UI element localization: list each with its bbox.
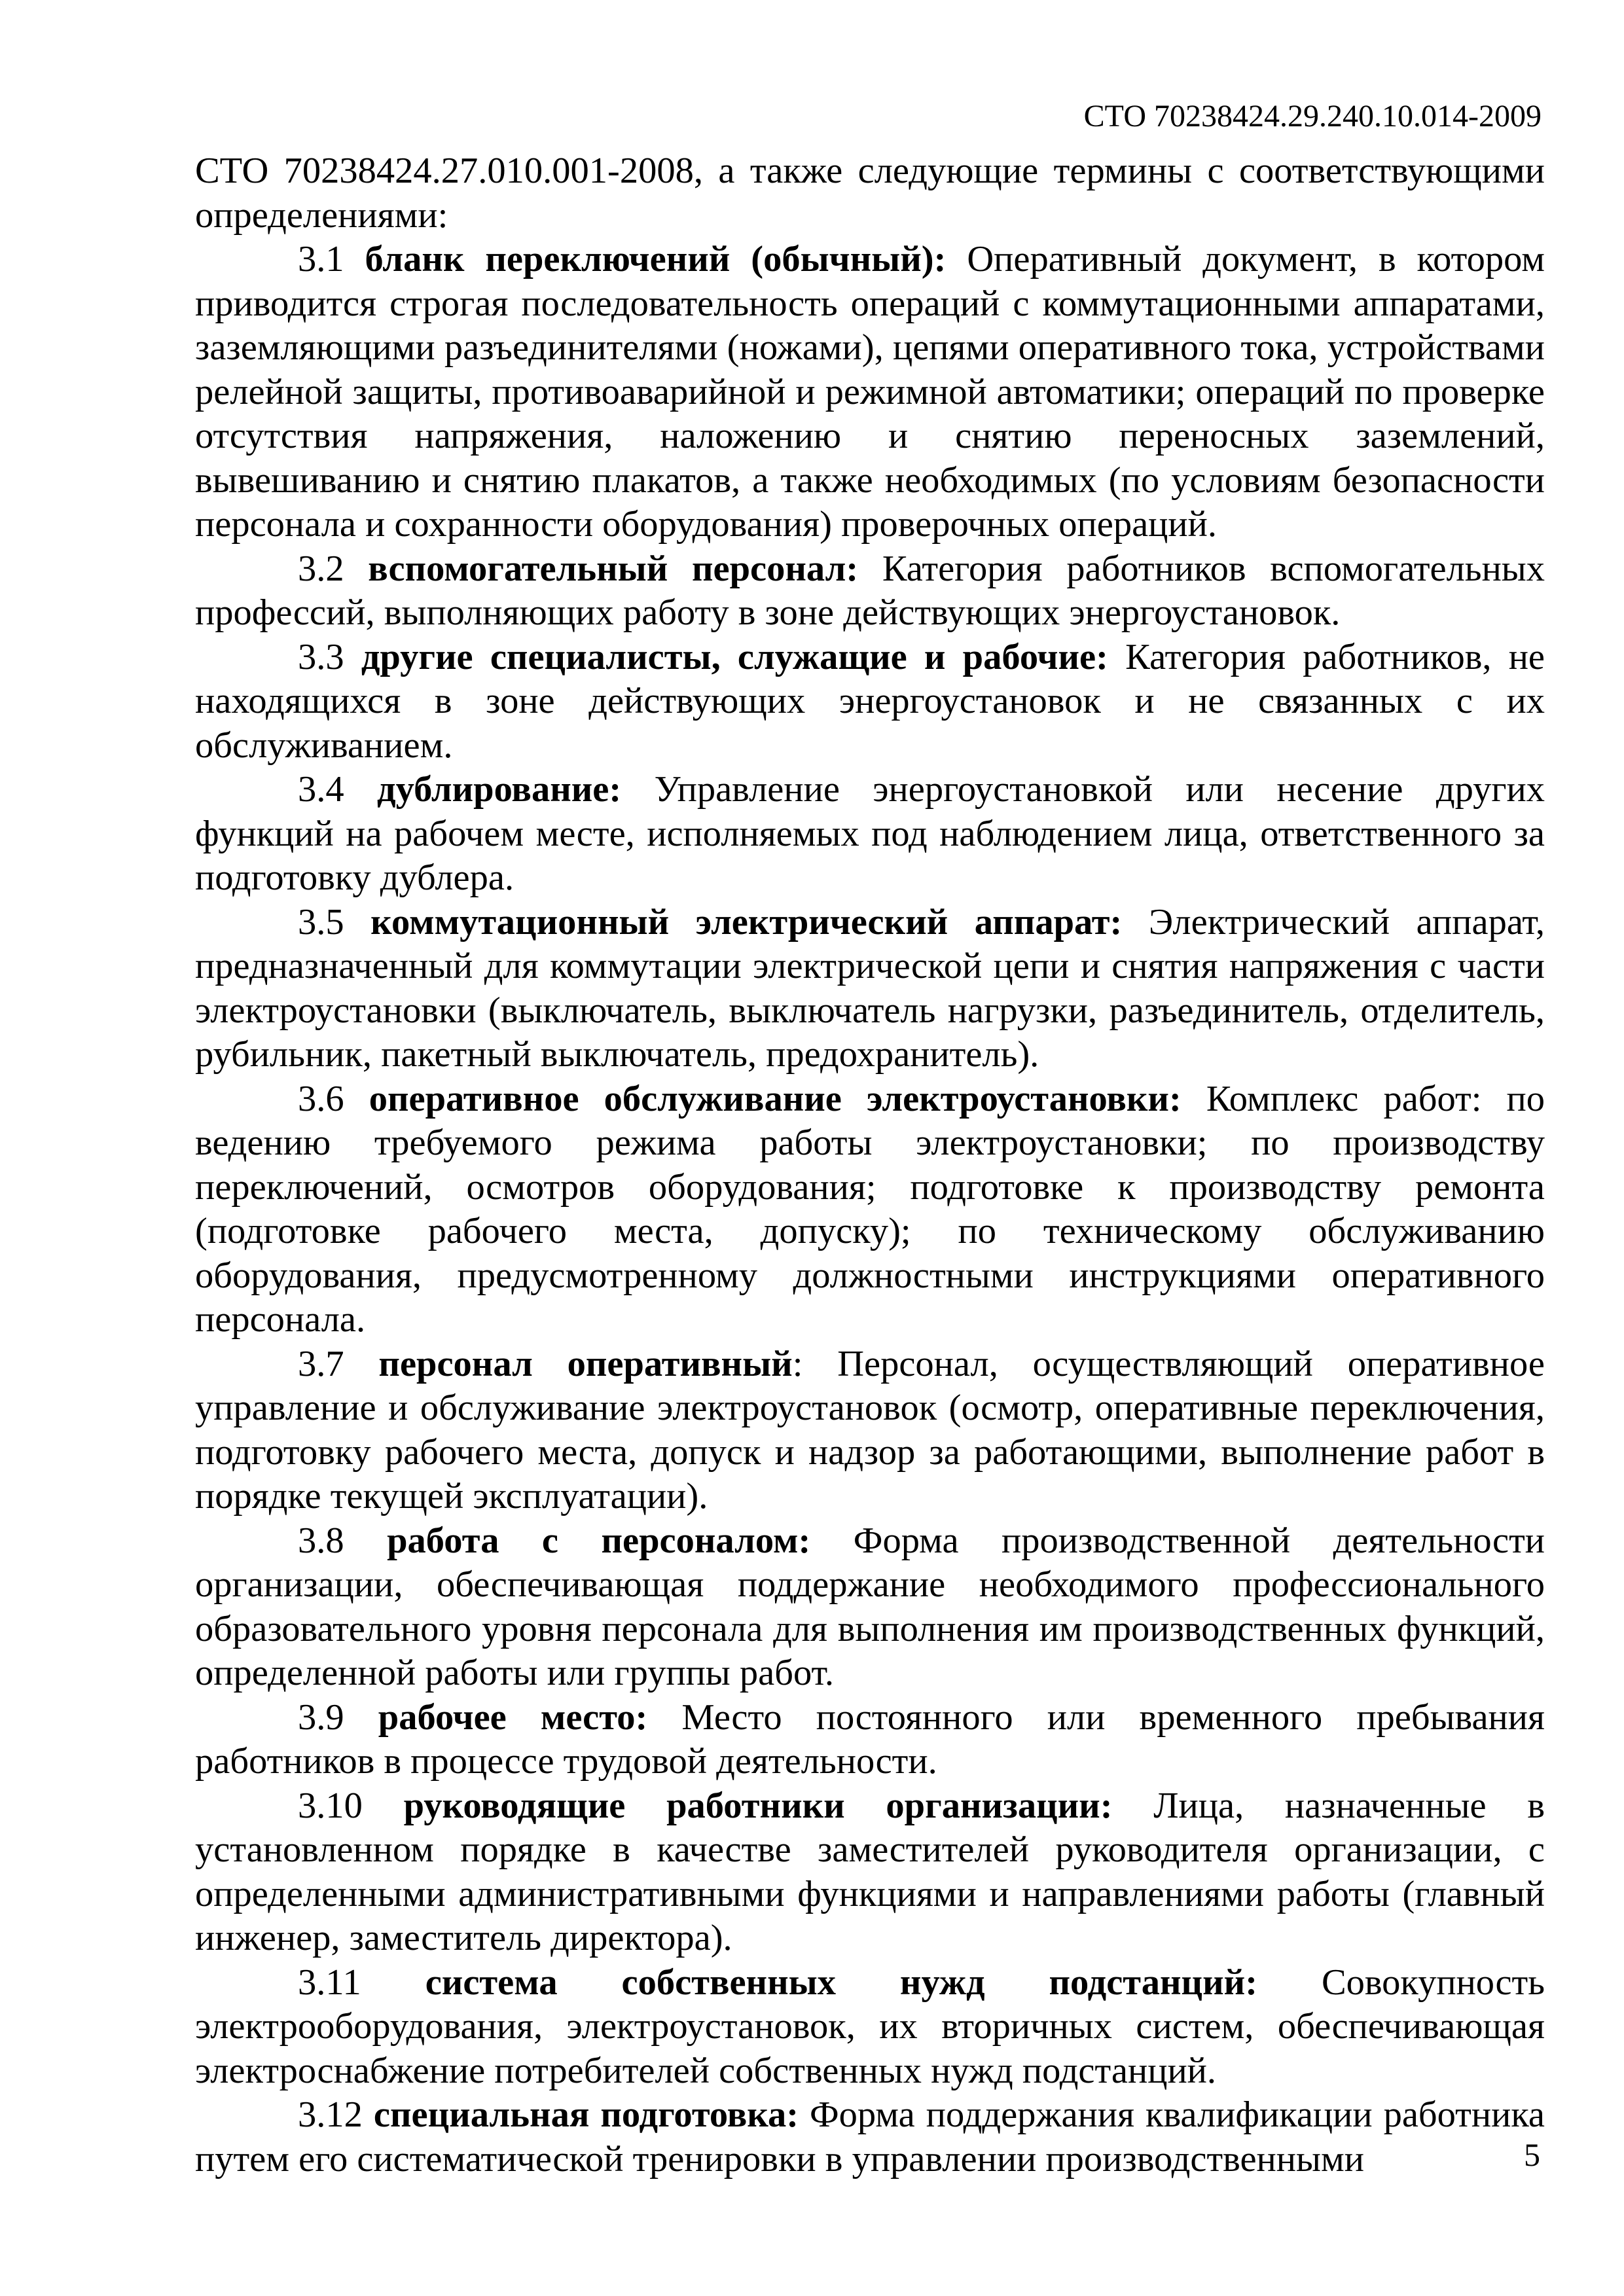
- definition-text: Оперативный документ, в котором приводится строгая последовательность операций с коммутационными аппаратами, заземляющими разъединителями (ножами), цепями оперативного тока, устройствами релейной защиты, противоаварийной и режимной автоматики; операций по проверке отсутствия напряжения, наложению и снятию переносных заземлений, вывешиванию и снятию плакатов, а также необходимых (по условиям безопасности персонала и сохранности оборудования) проверочных операций.: [195, 239, 1545, 545]
- document-body: [195, 149, 1545, 2181]
- definition-text: : Персонал, осуществляющий оперативное управление и обслуживание электроустановок (осмотр, оперативные переключения, подготовку рабочего места, допуск и надзор за работающими, выполнение работ в порядке текущей эксплуатации).: [195, 1343, 1545, 1516]
- definition-text: Управление энергоустановкой или несение других функций на рабочем месте, исполняемых под наблюдением лица, ответственного за подготовку дублера.: [195, 769, 1545, 898]
- definition-text: Электрический аппарат, предназначенный для коммутации электрической цепи и снятия напряжения с части электроустановки (выключатель, выключатель нагрузки, разъединитель, отделитель, рубильник, пакетный выключатель, предохранитель).: [195, 901, 1545, 1075]
- definition-number: 3.5: [298, 901, 344, 942]
- definitions-list: [195, 238, 1545, 2181]
- definition-item: [195, 901, 1545, 1077]
- definition-term: система собственных нужд подстанций:: [425, 1962, 1258, 2003]
- definition-text: Комплекс работ: по ведению требуемого режима работы электроустановки; по производству переключений, осмотров оборудования; подготовке к производству ремонта (подготовке рабочего места, допуску); по техническому обслуживанию оборудования, предусмотренному должностными инструкциями оперативного персонала.: [195, 1078, 1545, 1340]
- definition-term: дублирование:: [376, 769, 622, 810]
- definition-term: руководящие работники организации:: [403, 1785, 1113, 1826]
- definition-term: персонал оперативный: [378, 1343, 793, 1384]
- definition-term: другие специалисты, служащие и рабочие:: [361, 636, 1108, 677]
- definition-item: [195, 1342, 1545, 1519]
- definition-number: 3.1: [298, 239, 344, 279]
- definition-text: Форма производственной деятельности организации, обеспечивающая поддержание необходимого профессионального образовательного уровня персонала для выполнения им производственных функций, определенной работы или группы работ.: [195, 1520, 1545, 1693]
- page-number: 5: [1524, 2136, 1540, 2173]
- definition-item: [195, 636, 1545, 768]
- definition-text: Место постоянного или временного пребывания работников в процессе трудовой деятельности.: [195, 1696, 1545, 1782]
- definition-number: 3.9: [298, 1696, 344, 1738]
- definition-text: Категория работников, не находящихся в зоне действующих энергоустановок и не связанных с их обслуживанием.: [195, 636, 1545, 766]
- definition-item: [195, 1077, 1545, 1342]
- definition-number: 3.4: [298, 769, 344, 810]
- definition-item: [195, 1519, 1545, 1696]
- definition-number: 3.7: [298, 1343, 344, 1384]
- definition-item: [195, 238, 1545, 547]
- definition-number: 3.6: [298, 1078, 344, 1119]
- definition-term: рабочее место:: [378, 1696, 648, 1738]
- definition-number: 3.11: [298, 1962, 361, 2003]
- definition-item: [195, 547, 1545, 636]
- definition-text: Категория работников вспомогательных профессий, выполняющих работу в зоне действующих энергоустановок.: [195, 548, 1545, 633]
- definition-number: 3.12: [298, 2094, 363, 2135]
- definition-term: специальная подготовка:: [373, 2094, 799, 2135]
- definition-item: [195, 1784, 1545, 1961]
- definition-number: 3.2: [298, 548, 344, 589]
- definition-term: коммутационный электрический аппарат:: [370, 901, 1123, 942]
- definition-item: [195, 2093, 1545, 2181]
- definition-item: [195, 1696, 1545, 1784]
- definition-item: [195, 768, 1545, 901]
- definition-text: Форма поддержания квалификации работника путем его систематической тренировки в управлении производственными: [195, 2094, 1545, 2179]
- definition-number: 3.3: [298, 636, 344, 677]
- intro-paragraph: СТО 70238424.27.010.001-2008, а также следующие термины с соответствующими определениями:: [195, 151, 1545, 236]
- definition-item: [195, 1961, 1545, 2094]
- definition-text: Лица, назначенные в установленном порядке в качестве заместителей руководителя организации, с определенными административными функциями и направлениями работы (главный инженер, заместитель директора).: [195, 1785, 1545, 1958]
- document-code-header: СТО 70238424.29.240.10.014-2009: [1083, 99, 1542, 134]
- definition-number: 3.10: [298, 1785, 363, 1826]
- definition-term: бланк переключений (обычный):: [365, 239, 947, 279]
- definition-term: работа с персоналом:: [387, 1520, 811, 1561]
- definition-text: Совокупность электрооборудования, электроустановок, их вторичных систем, обеспечивающая электроснабжение потребителей собственных нужд подстанций.: [195, 1962, 1545, 2091]
- definition-term: оперативное обслуживание электроустановки:: [369, 1078, 1182, 1119]
- definition-number: 3.8: [298, 1520, 344, 1561]
- definition-term: вспомогательный персонал:: [368, 548, 859, 589]
